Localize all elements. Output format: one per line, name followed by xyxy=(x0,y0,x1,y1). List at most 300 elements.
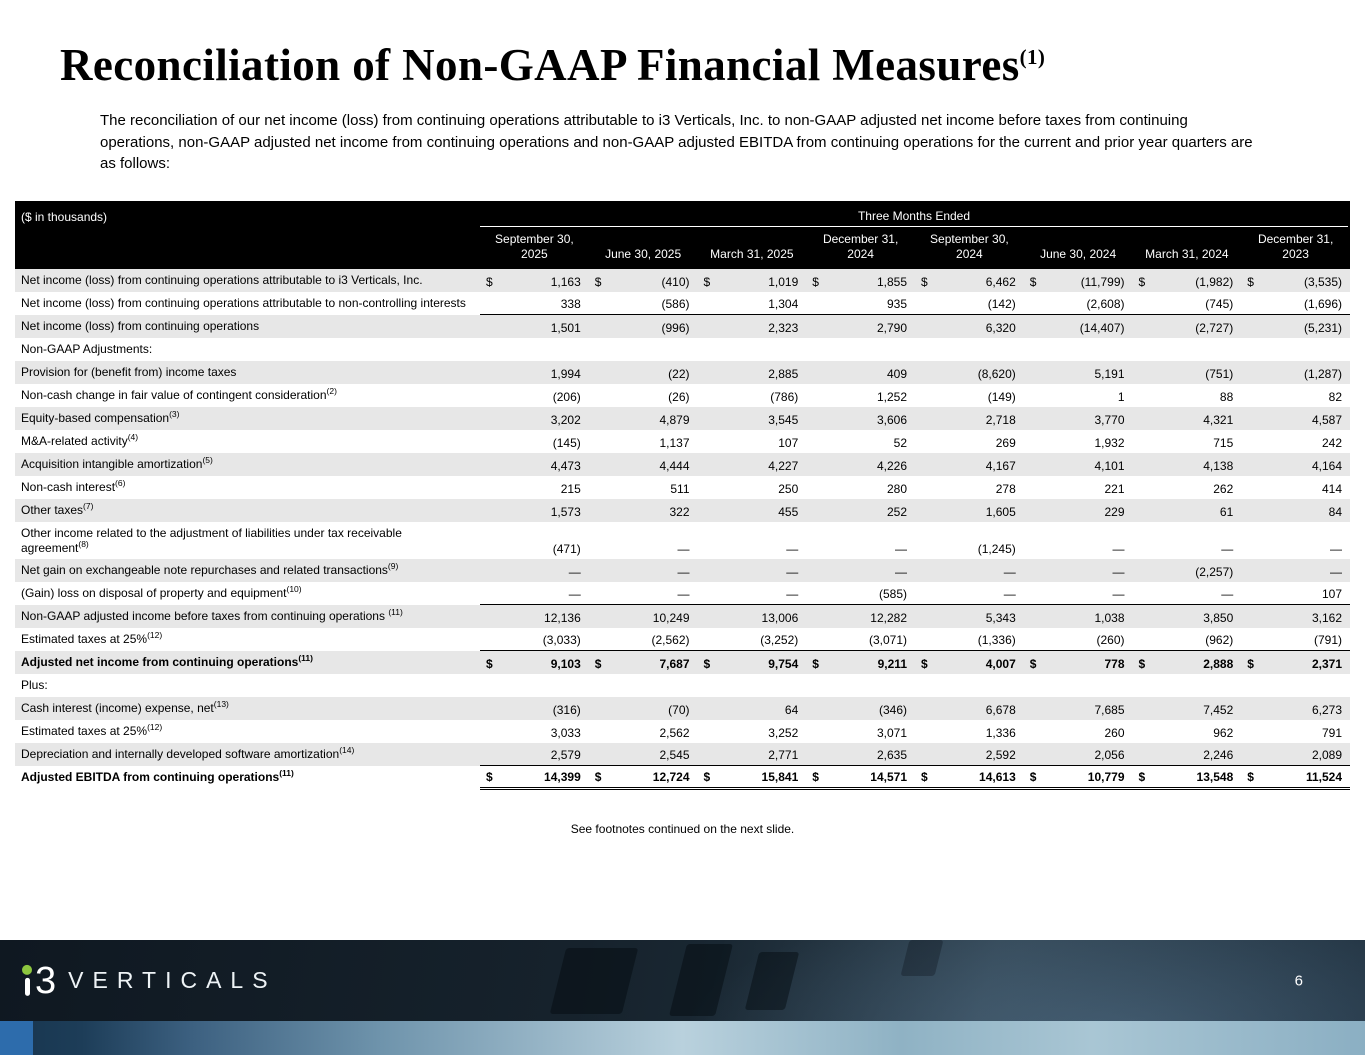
column-header: September 30, 2024 xyxy=(930,231,1009,261)
value-cell xyxy=(1241,559,1350,582)
value: (3,071) xyxy=(868,632,907,647)
value: (996) xyxy=(661,320,690,335)
value: (3,252) xyxy=(760,632,799,647)
value: (1,245) xyxy=(977,541,1016,556)
value: 4,444 xyxy=(659,458,690,473)
row-label: Net income (loss) from continuing operations attributable to non-controlling interests xyxy=(21,295,466,310)
value: 2,562 xyxy=(659,725,690,740)
value-cell xyxy=(915,522,1024,559)
value: 6,273 xyxy=(1311,702,1342,717)
value-cell xyxy=(698,628,807,651)
value-cell xyxy=(1133,582,1242,605)
value-cell xyxy=(589,361,698,384)
row-label: Cash interest (income) expense, net$^{(13)}$ xyxy=(21,698,229,715)
table-row xyxy=(15,430,1350,453)
value: (471) xyxy=(552,541,581,556)
value: — xyxy=(1112,586,1125,601)
value: (2,257) xyxy=(1195,564,1234,579)
value-cell xyxy=(915,315,1024,338)
value: 61 xyxy=(1219,504,1234,519)
value: (786) xyxy=(770,389,799,404)
row-label: M&A-related activity$^{(4)}$ xyxy=(21,431,139,448)
value: — xyxy=(895,564,907,579)
footnote: See footnotes continued on the next slide. xyxy=(570,821,795,836)
value-cell xyxy=(806,522,915,559)
footnote-ref: (4) xyxy=(127,431,139,442)
row-label: Plus: xyxy=(21,677,48,692)
value: — xyxy=(1003,564,1016,579)
value-cell xyxy=(480,605,589,628)
value: 511 xyxy=(670,481,690,496)
value: 409 xyxy=(886,366,907,381)
value-cell xyxy=(480,522,589,559)
footnote-ref: (3) xyxy=(169,408,180,419)
value: — xyxy=(568,586,581,601)
value-cell xyxy=(698,559,807,582)
value-cell xyxy=(1241,651,1350,674)
value-cell xyxy=(1024,651,1133,674)
value-cell xyxy=(1241,361,1350,384)
dollar-sign: $ xyxy=(1247,769,1254,784)
strip-accent-square xyxy=(0,1021,33,1055)
value-cell xyxy=(806,384,915,407)
footnote-ref: (11) xyxy=(298,652,313,663)
logo-i-mark xyxy=(22,965,32,996)
value: — xyxy=(677,541,690,556)
value: 5,191 xyxy=(1094,366,1125,381)
value: (8,620) xyxy=(977,366,1016,381)
table-header xyxy=(15,201,1350,269)
dollar-sign: $ xyxy=(486,769,493,784)
value-cell xyxy=(806,361,915,384)
value: 1 xyxy=(1117,389,1125,404)
value-cell xyxy=(915,453,1024,476)
value: 2,771 xyxy=(768,747,799,762)
value-cell xyxy=(698,582,807,605)
value-cell xyxy=(480,743,589,766)
value-cell xyxy=(1241,476,1350,499)
row-label: Provision for (benefit from) income taxes xyxy=(21,364,237,379)
value-cell xyxy=(589,499,698,522)
table-row xyxy=(15,720,1350,743)
value-cell xyxy=(915,605,1024,628)
footnote-ref: (12) xyxy=(147,721,163,732)
value-cell xyxy=(698,743,807,766)
value: 1,855 xyxy=(876,274,907,289)
value-cell xyxy=(698,430,807,453)
value-cell xyxy=(698,476,807,499)
value-cell xyxy=(1241,499,1350,522)
value: 1,336 xyxy=(985,725,1016,740)
value-cell xyxy=(806,476,915,499)
value-cell xyxy=(480,499,589,522)
keyboard-shape xyxy=(745,952,799,1010)
dollar-sign: $ xyxy=(703,656,711,671)
value: 455 xyxy=(778,504,799,519)
value-cell xyxy=(589,559,698,582)
value: 6,678 xyxy=(985,702,1016,717)
value-cell xyxy=(806,407,915,430)
value: (260) xyxy=(1096,632,1125,647)
value-cell xyxy=(915,361,1024,384)
value-cell xyxy=(480,292,589,315)
value-cell xyxy=(806,315,915,338)
value-cell xyxy=(1241,430,1350,453)
value: 1,252 xyxy=(876,389,907,404)
value: (26) xyxy=(668,389,690,404)
value: (5,231) xyxy=(1303,320,1342,335)
row-label: Other taxes$^{(7)}$ xyxy=(21,500,94,517)
table-row xyxy=(15,766,1350,790)
value: 2,545 xyxy=(659,747,690,762)
value: (1,336) xyxy=(977,632,1016,647)
value-cell xyxy=(589,476,698,499)
value: 215 xyxy=(560,481,581,496)
value-cell xyxy=(806,559,915,582)
value: 9,211 xyxy=(877,656,907,671)
value: 3,071 xyxy=(876,725,907,740)
value-cell xyxy=(915,476,1024,499)
row-label: Adjusted net income from continuing operations$^{(11)}$ xyxy=(21,652,313,669)
value-cell xyxy=(480,720,589,743)
value-cell xyxy=(698,766,807,790)
row-label: Net gain on exchangeable note repurchases and related transactions$^{(9)}$ xyxy=(21,560,399,577)
table-row xyxy=(15,674,1350,697)
row-label: Estimated taxes at 25%$^{(12)}$ xyxy=(21,721,163,738)
row-label: Estimated taxes at 25%$^{(12)}$ xyxy=(21,629,163,646)
value-cell xyxy=(698,407,807,430)
value: 2,323 xyxy=(768,320,799,335)
value-cell xyxy=(1241,407,1350,430)
value-cell xyxy=(589,605,698,628)
value: 12,282 xyxy=(870,610,907,625)
column-header: March 31, 2024 xyxy=(1145,246,1229,261)
dollar-sign: $ xyxy=(1029,274,1037,289)
value: 1,501 xyxy=(550,320,581,335)
value: 10,249 xyxy=(652,610,690,625)
value: 250 xyxy=(778,481,799,496)
value: (2,608) xyxy=(1086,296,1125,311)
table-row xyxy=(15,315,1350,338)
value-cell xyxy=(480,766,589,790)
value-cell xyxy=(589,384,698,407)
value-cell xyxy=(480,430,589,453)
value-cell xyxy=(1133,384,1242,407)
value-cell xyxy=(698,605,807,628)
value-cell xyxy=(1133,361,1242,384)
units-label: ($ in thousands) xyxy=(21,209,108,224)
value-cell xyxy=(1133,628,1242,651)
logo-text: VERTICALS xyxy=(68,966,277,993)
value: 14,399 xyxy=(544,769,581,784)
value-cell xyxy=(915,651,1024,674)
value-cell xyxy=(480,384,589,407)
value: 82 xyxy=(1328,389,1342,404)
dollar-sign: $ xyxy=(594,769,602,784)
value-cell xyxy=(1133,720,1242,743)
i3-verticals-logo xyxy=(22,959,277,1002)
dollar-sign: $ xyxy=(703,769,711,784)
value: (2,727) xyxy=(1195,320,1234,335)
value: (962) xyxy=(1205,632,1234,647)
value: (410) xyxy=(661,274,690,289)
value-cell xyxy=(1133,743,1242,766)
value-cell xyxy=(480,628,589,651)
value: 3,606 xyxy=(876,412,907,427)
value-cell xyxy=(806,430,915,453)
value: (142) xyxy=(987,296,1016,311)
value: 278 xyxy=(995,481,1016,496)
table-row xyxy=(15,651,1350,674)
value: 414 xyxy=(1321,481,1342,496)
value: 1,019 xyxy=(768,274,799,289)
value-cell xyxy=(1241,384,1350,407)
value: — xyxy=(895,541,907,556)
value: 2,790 xyxy=(876,320,907,335)
page-title xyxy=(0,0,1365,90)
value-cell xyxy=(915,559,1024,582)
table-row xyxy=(15,476,1350,499)
value: 7,452 xyxy=(1203,702,1234,717)
value: 6,462 xyxy=(985,274,1016,289)
group-header: Three Months Ended xyxy=(480,209,1348,227)
value-cell xyxy=(1241,269,1350,292)
table-row xyxy=(15,697,1350,720)
dollar-sign: $ xyxy=(921,769,928,784)
dollar-sign: $ xyxy=(1138,656,1146,671)
value: (70) xyxy=(668,702,690,717)
value-cell xyxy=(698,292,807,315)
value: 778 xyxy=(1104,656,1125,671)
logo-stem xyxy=(25,978,30,996)
dollar-sign: $ xyxy=(1138,274,1146,289)
value-cell xyxy=(1133,269,1242,292)
value-cell xyxy=(1024,453,1133,476)
value: (316) xyxy=(552,702,581,717)
dollar-sign: $ xyxy=(1247,274,1254,289)
row-label: Adjusted EBITDA from continuing operations$^{(11)}$ xyxy=(21,767,294,784)
footnote-ref: (5) xyxy=(202,454,213,465)
value: 84 xyxy=(1328,504,1342,519)
value-cell xyxy=(1133,476,1242,499)
value-cell xyxy=(480,697,589,720)
footnote-ref: (11) xyxy=(388,606,403,617)
value: 9,754 xyxy=(768,656,799,671)
row-label: Equity-based compensation$^{(3)}$ xyxy=(21,408,180,425)
value: — xyxy=(1330,564,1342,579)
value-cell xyxy=(915,697,1024,720)
table-row xyxy=(15,499,1350,522)
value-cell xyxy=(1133,522,1242,559)
value-cell xyxy=(589,269,698,292)
table-header-top-row xyxy=(15,201,1350,227)
value-cell xyxy=(698,315,807,338)
dollar-sign: $ xyxy=(1029,769,1037,784)
value-cell xyxy=(1133,407,1242,430)
value: (791) xyxy=(1313,632,1342,647)
value: 15,841 xyxy=(761,769,799,784)
value-cell xyxy=(1024,499,1133,522)
dollar-sign: $ xyxy=(1247,656,1254,671)
value: 1,605 xyxy=(985,504,1016,519)
value: 4,101 xyxy=(1094,458,1125,473)
value: 260 xyxy=(1104,725,1125,740)
value-cell xyxy=(589,651,698,674)
value: 4,226 xyxy=(876,458,907,473)
value-cell xyxy=(589,292,698,315)
value-cell xyxy=(1241,766,1350,790)
value: 2,579 xyxy=(550,747,581,762)
value: 7,685 xyxy=(1094,702,1125,717)
value: — xyxy=(1221,541,1234,556)
value: — xyxy=(677,564,690,579)
footnote-ref: (9) xyxy=(387,560,399,571)
value: (22) xyxy=(668,366,690,381)
dollar-sign: $ xyxy=(1138,769,1146,784)
value: — xyxy=(677,586,690,601)
value: 2,089 xyxy=(1311,747,1342,762)
value-cell xyxy=(698,499,807,522)
row-label: Non-GAAP Adjustments: xyxy=(21,341,153,356)
value: 3,545 xyxy=(768,412,799,427)
table-row xyxy=(15,559,1350,582)
value: (346) xyxy=(878,702,907,717)
value: 280 xyxy=(886,481,907,496)
value: — xyxy=(568,564,581,579)
value: 221 xyxy=(1104,481,1125,496)
value: 4,164 xyxy=(1311,458,1342,473)
dollar-sign: $ xyxy=(594,656,602,671)
page-number: 6 xyxy=(1294,972,1303,989)
value-cell xyxy=(806,697,915,720)
value-cell xyxy=(589,743,698,766)
value-cell xyxy=(1024,430,1133,453)
table-body xyxy=(15,269,1350,790)
column-header: December 31, 2024 xyxy=(822,231,899,261)
value-cell xyxy=(806,605,915,628)
keyboard-shape xyxy=(669,944,733,1016)
value-cell xyxy=(1024,522,1133,559)
value-cell xyxy=(1133,605,1242,628)
footer xyxy=(0,940,1365,1055)
value-cell xyxy=(1024,720,1133,743)
footer-gradient-strip xyxy=(0,1021,1365,1055)
value: 11,524 xyxy=(1305,769,1342,784)
value-cell xyxy=(480,407,589,430)
value-cell xyxy=(1241,582,1350,605)
value: 2,056 xyxy=(1094,747,1125,762)
column-header: June 30, 2025 xyxy=(605,246,682,261)
footnote-ref: (2) xyxy=(326,385,337,396)
value-cell xyxy=(915,628,1024,651)
value-cell xyxy=(1133,453,1242,476)
value: — xyxy=(786,541,799,556)
value-cell xyxy=(480,582,589,605)
value-cell xyxy=(915,582,1024,605)
dollar-sign: $ xyxy=(703,274,711,289)
value: 1,573 xyxy=(550,504,581,519)
table-column-headers xyxy=(15,227,1350,269)
value-cell xyxy=(1024,361,1133,384)
value-cell xyxy=(698,384,807,407)
value-cell xyxy=(698,269,807,292)
value-cell xyxy=(698,720,807,743)
footnote-ref: (12) xyxy=(147,629,163,640)
value: — xyxy=(1112,541,1125,556)
table-row xyxy=(15,384,1350,407)
title-footnote-ref: (1) xyxy=(1019,45,1046,69)
intro-paragraph: The reconciliation of our net income (loss) from continuing operations attributable to i3 Verticals, Inc. to non-GAAP adjusted net income before taxes from continuing operations, non-GAAP adjusted net income from continuing operations and non-GAAP adjusted EBITDA from continuing operations for the current and prior year quarters are as follows: xyxy=(100,112,1253,173)
value-cell xyxy=(1024,743,1133,766)
value-cell xyxy=(1241,292,1350,315)
dollar-sign: $ xyxy=(594,274,602,289)
table-row xyxy=(15,628,1350,651)
footer-photo-band xyxy=(0,940,1365,1021)
value-cell xyxy=(480,315,589,338)
value: 88 xyxy=(1219,389,1234,404)
value: 52 xyxy=(893,435,907,450)
value-cell xyxy=(589,628,698,651)
value: 3,033 xyxy=(550,725,581,740)
value-cell xyxy=(1024,766,1133,790)
value-cell xyxy=(698,522,807,559)
value-cell xyxy=(1024,697,1133,720)
value: 269 xyxy=(995,435,1016,450)
value: 12,136 xyxy=(544,610,581,625)
footnote-ref: (7) xyxy=(83,500,94,511)
value-cell xyxy=(589,522,698,559)
value-cell xyxy=(1133,697,1242,720)
value: 2,885 xyxy=(768,366,799,381)
value: 3,770 xyxy=(1094,412,1125,427)
value-cell xyxy=(1133,559,1242,582)
value: 12,724 xyxy=(652,769,690,784)
dollar-sign: $ xyxy=(812,274,819,289)
value-cell xyxy=(480,453,589,476)
keyboard-shape xyxy=(901,940,944,976)
value-cell xyxy=(1133,766,1242,790)
value: 1,932 xyxy=(1094,435,1125,450)
value: 3,202 xyxy=(550,412,581,427)
table-row xyxy=(15,582,1350,605)
value: 935 xyxy=(886,296,907,311)
footnote-ref: (6) xyxy=(115,477,126,488)
value-cell xyxy=(1241,628,1350,651)
value: 4,007 xyxy=(985,656,1016,671)
value-cell xyxy=(589,407,698,430)
value: 5,343 xyxy=(985,610,1016,625)
value: — xyxy=(1221,586,1234,601)
footnote-ref: (10) xyxy=(286,583,302,594)
value: 791 xyxy=(1321,725,1342,740)
value: 64 xyxy=(784,702,799,717)
value: 2,246 xyxy=(1203,747,1234,762)
row-label: Non-GAAP adjusted income before taxes from continuing operations $^{(11)}$ xyxy=(21,606,403,623)
value-cell xyxy=(915,269,1024,292)
value: 4,321 xyxy=(1203,412,1234,427)
value: 9,103 xyxy=(550,656,581,671)
value-cell xyxy=(1024,407,1133,430)
value-cell xyxy=(1024,628,1133,651)
value: 229 xyxy=(1104,504,1125,519)
value-cell xyxy=(1024,476,1133,499)
value: (585) xyxy=(878,586,907,601)
value: 2,371 xyxy=(1311,656,1342,671)
value: — xyxy=(786,564,799,579)
footnote-ref: (14) xyxy=(339,744,355,755)
value-cell xyxy=(589,315,698,338)
value: (1,287) xyxy=(1303,366,1342,381)
